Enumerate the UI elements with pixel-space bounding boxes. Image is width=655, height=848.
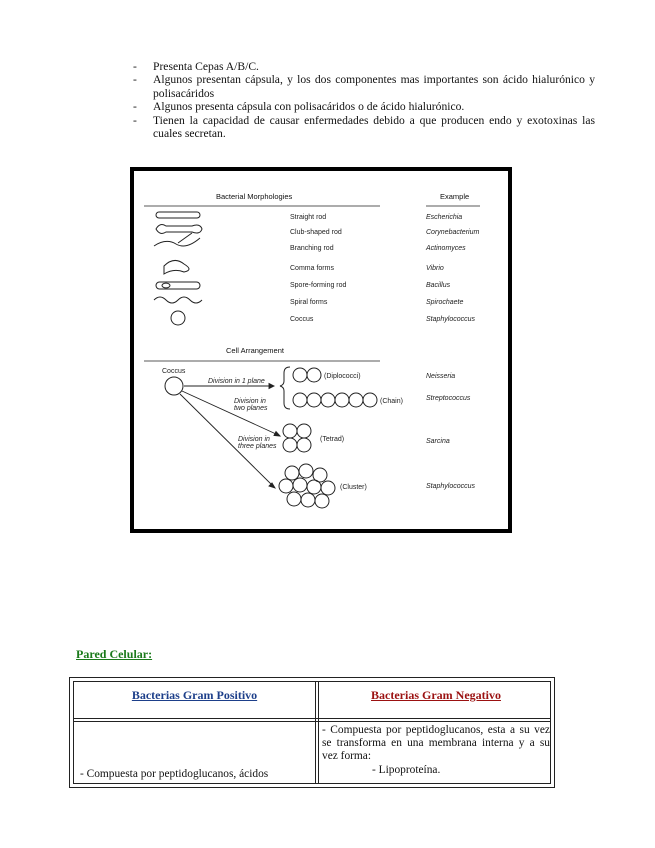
arrangement-label: (Tetrad) xyxy=(320,436,345,443)
chain-cell xyxy=(335,393,349,407)
division-label: three planes xyxy=(238,443,277,450)
cluster-cell xyxy=(321,481,335,495)
arrowhead xyxy=(269,483,275,488)
cluster-cell xyxy=(287,492,301,506)
morph-example: Staphylococcus xyxy=(426,316,476,323)
morph-label: Coccus xyxy=(290,316,314,323)
header-divider xyxy=(74,718,550,722)
arrangement-label: (Cluster) xyxy=(340,484,367,491)
morphology-shapes xyxy=(154,212,202,325)
brace xyxy=(280,367,290,409)
gram-negative-cell xyxy=(322,724,550,777)
example-header: Example xyxy=(440,192,470,201)
morph-label: Spiral forms xyxy=(290,299,328,306)
tetrad-cell xyxy=(297,438,311,452)
tetrad-cell xyxy=(283,438,297,452)
morphology-diagram xyxy=(134,171,508,529)
bullet-item: - Tienen la capacidad de causar enfermedades debido a que producen endo y exotoxinas las cuales secretan. xyxy=(133,114,595,141)
coccus-shape xyxy=(171,311,185,325)
morph-label: Branching rod xyxy=(290,245,334,252)
morph-example: Corynebacterium xyxy=(426,229,480,236)
chain-cell xyxy=(363,393,377,407)
morph-example: Escherichia xyxy=(426,214,463,221)
arrangement-example: Staphylococcus xyxy=(426,483,476,490)
arrangement-header: Cell Arrangement xyxy=(226,346,284,355)
bullet-item: - Presenta Cepas A/B/C. xyxy=(133,60,595,73)
coccus-cell xyxy=(165,377,183,395)
cluster-cell xyxy=(299,464,313,478)
division-label: Division in xyxy=(234,398,266,405)
gram-positive-cell: - Compuesta por peptidoglucanos, ácidos xyxy=(80,768,269,780)
bullet-list xyxy=(133,60,595,140)
division-label: Division in 1 plane xyxy=(208,378,265,385)
arrowhead xyxy=(269,384,274,389)
cluster-cell xyxy=(293,478,307,492)
coccus-label: Coccus xyxy=(162,368,186,375)
gram-negative-subitem: - Lipoproteína. xyxy=(372,763,441,776)
morph-example: Actinomyces xyxy=(426,245,466,252)
morph-example: Vibrio xyxy=(426,265,444,272)
diplococcus-cell xyxy=(293,368,307,382)
cluster-cell xyxy=(315,494,329,508)
arrowhead xyxy=(274,432,280,437)
gram-negative-header: Bacterias Gram Negativo xyxy=(371,688,501,702)
gram-negative-text: - Compuesta por peptidoglucanos, esta a su vez se transforma en una membrana interna y a su vez forma: xyxy=(322,724,550,763)
chain-cell xyxy=(321,393,335,407)
spore-shape xyxy=(162,283,170,288)
club-rod-shape xyxy=(156,225,202,234)
morph-label: Spore-forming rod xyxy=(290,282,347,289)
morph-example: Bacillus xyxy=(426,282,451,289)
bullet-item: - Algunos presentan cápsula, y los dos componentes mas importantes son ácido hialurónico y polisacáridos xyxy=(133,73,595,100)
arrangement-example: Streptococcus xyxy=(426,395,471,402)
morph-label: Club-shaped rod xyxy=(290,229,342,236)
cluster-cell xyxy=(285,466,299,480)
arrangement-example: Neisseria xyxy=(426,373,456,380)
spore-rod-shape xyxy=(156,282,200,289)
branching-rod-shape xyxy=(154,233,200,246)
bacterial-morphology-figure xyxy=(130,167,512,533)
cluster-cell xyxy=(301,493,315,507)
chain-cell xyxy=(307,393,321,407)
division-label: Division in xyxy=(238,436,270,443)
spiral-shape xyxy=(154,297,202,303)
gram-positive-header: Bacterias Gram Positivo xyxy=(131,688,258,702)
morph-header: Bacterial Morphologies xyxy=(216,192,293,201)
division-label: two planes xyxy=(234,405,268,412)
arrangement-example: Sarcina xyxy=(426,438,450,445)
chain-cell xyxy=(349,393,363,407)
straight-rod-shape xyxy=(156,212,200,218)
tetrad-cell xyxy=(297,424,311,438)
morph-label: Comma forms xyxy=(290,265,334,272)
tetrad-cell xyxy=(283,424,297,438)
comma-shape xyxy=(164,260,189,274)
table-inner xyxy=(73,681,551,784)
bullet-item: - Algunos presenta cápsula con polisacáridos o de ácido hialurónico. xyxy=(133,100,595,113)
cluster-cell xyxy=(279,479,293,493)
morph-example: Spirochaete xyxy=(426,299,464,306)
cluster-cell xyxy=(307,480,321,494)
arrangement-label: (Chain) xyxy=(380,398,403,405)
diplococcus-cell xyxy=(307,368,321,382)
chain-cell xyxy=(293,393,307,407)
morph-label: Straight rod xyxy=(290,214,327,221)
gram-comparison-table xyxy=(69,677,555,788)
section-heading: Pared Celular: xyxy=(76,647,153,661)
arrangement-label: (Diplococci) xyxy=(324,373,361,380)
